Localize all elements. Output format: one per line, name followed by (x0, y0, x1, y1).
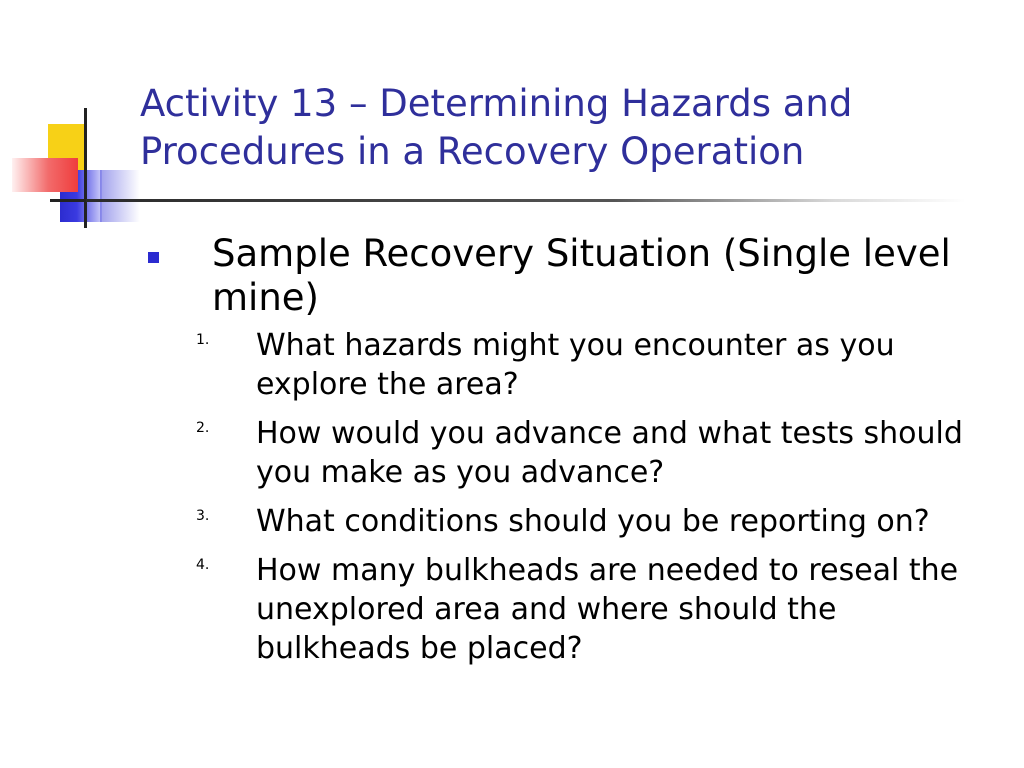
list-item-text: How many bulkheads are needed to reseal the unexplored area and where should the bulkheads be placed? (256, 553, 959, 666)
list-item-text: What hazards might you encounter as you explore the area? (256, 328, 895, 402)
deco-vertical-line (84, 108, 87, 228)
list-item-number: 4. (196, 557, 210, 573)
slide-title: Activity 13 – Determining Hazards and Procedures in a Recovery Operation (140, 82, 853, 173)
bullet-text: Sample Recovery Situation (Single level mine) (212, 232, 951, 319)
deco-blue-fade (100, 170, 140, 222)
list-item-text: How would you advance and what tests should you make as you advance? (256, 416, 963, 490)
list-item-text: What conditions should you be reporting on? (256, 504, 930, 539)
list-item-number: 1. (196, 332, 210, 348)
deco-red-bar (12, 158, 78, 192)
list-item-number: 2. (196, 420, 210, 436)
slide-content (140, 232, 1000, 678)
decorative-logo-icon (0, 0, 140, 240)
bullet-item (140, 232, 1000, 320)
list-item-number: 3. (196, 508, 210, 524)
list-item (140, 326, 1000, 404)
list-item (140, 551, 1000, 668)
title-divider (86, 199, 966, 202)
square-bullet-icon (148, 252, 159, 263)
numbered-list (140, 326, 1000, 668)
list-item (140, 414, 1000, 492)
list-item (140, 502, 1000, 541)
